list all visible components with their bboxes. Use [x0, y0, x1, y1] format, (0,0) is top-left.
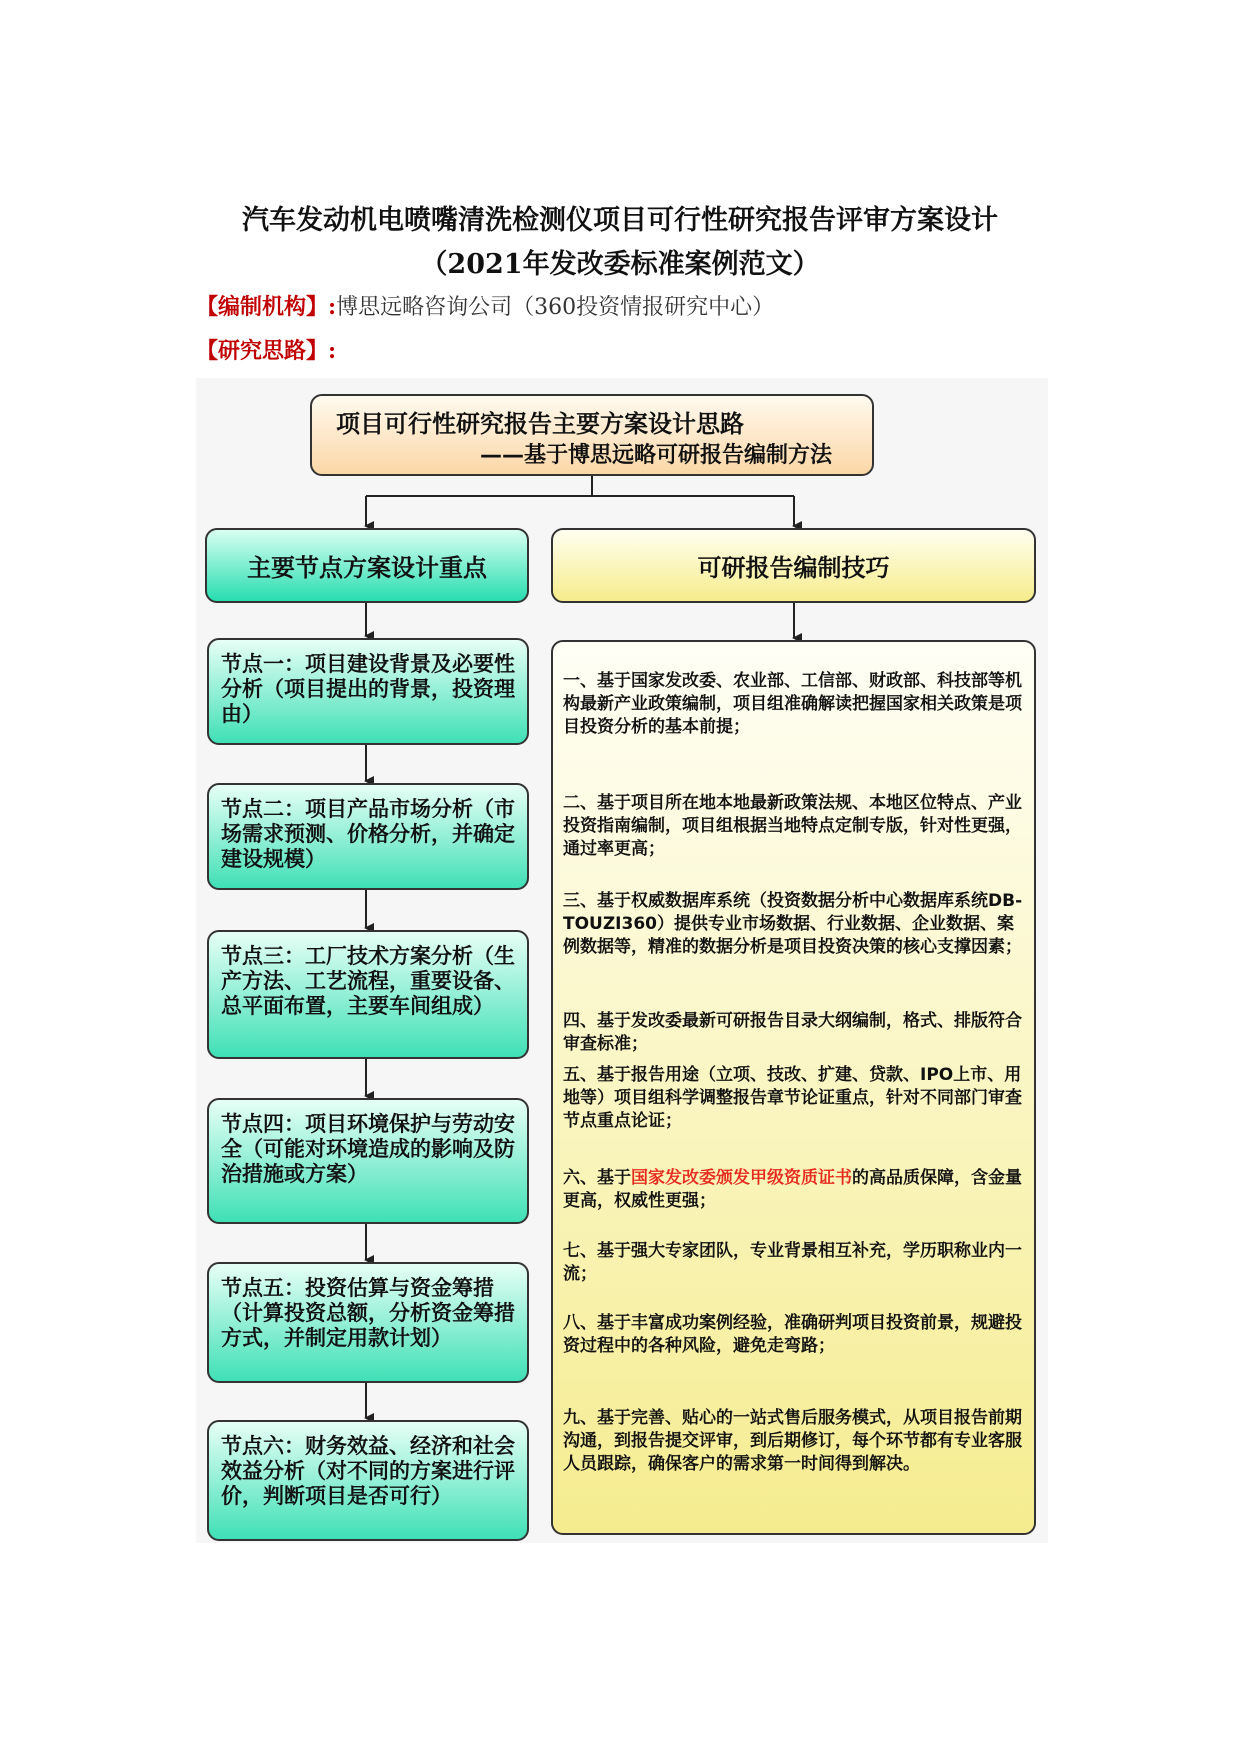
- left-header: 主要节点方案设计重点: [205, 528, 529, 603]
- tip-5: 五、基于报告用途（立项、技改、扩建、贷款、IPO上市、用地等）项目组科学调整报告章节论证重点，针对不同部门审查节点重点论证；: [563, 1065, 1022, 1131]
- tip-6-suffix: 的高品质保障，含金量更高，权威性更强；: [563, 1168, 1022, 1211]
- node-4: 节点四：项目环境保护与劳动安全（可能对环境造成的影响及防治措施或方案）: [207, 1098, 529, 1224]
- tip-6-highlight: 国家发改委颁发甲级资质证书: [631, 1168, 852, 1188]
- tip-1: 一、基于国家发改委、农业部、工信部、财政部、科技部等机构最新产业政策编制，项目组准确解读把握国家相关政策是项目投资分析的基本前提；: [563, 671, 1022, 737]
- right-header: 可研报告编制技巧: [551, 528, 1036, 603]
- org-line: [196, 290, 774, 321]
- top-title-box: [310, 394, 874, 476]
- tips-box: [551, 640, 1036, 1535]
- idea-line: [196, 334, 336, 365]
- node-6: 节点六：财务效益、经济和社会效益分析（对不同的方案进行评价，判断项目是否可行）: [207, 1420, 529, 1541]
- top-title-line2: ——基于博思远略可研报告编制方法: [480, 443, 833, 468]
- tip-3: 三、基于权威数据库系统（投资数据分析中心数据库系统DB-TOUZI360）提供专业市场数据、行业数据、企业数据、案例数据等，精准的数据分析是项目投资决策的核心支撑因素；: [563, 891, 1023, 957]
- node-5: 节点五：投资估算与资金筹措（计算投资总额，分析资金筹措方式，并制定用款计划）: [207, 1262, 529, 1383]
- org-value: 博思远略咨询公司（360投资情报研究中心）: [336, 295, 775, 320]
- node-2: 节点二：项目产品市场分析（市场需求预测、价格分析，并确定建设规模）: [207, 783, 529, 890]
- top-title-line1: 项目可行性研究报告主要方案设计思路: [336, 410, 744, 438]
- doc-title-line2: （2021年发改委标准案例范文）: [420, 249, 820, 280]
- tip-6-prefix: 六、基于: [563, 1168, 631, 1188]
- org-label: 【编制机构】:: [196, 294, 337, 320]
- idea-label: 【研究思路】:: [196, 338, 337, 364]
- flowchart: [196, 378, 1048, 1543]
- tip-9: 九、基于完善、贴心的一站式售后服务模式，从项目报告前期沟通，到报告提交评审，到后期修订，每个环节都有专业客服人员跟踪，确保客户的需求第一时间得到解决。: [563, 1408, 1022, 1474]
- tip-4: 四、基于发改委最新可研报告目录大纲编制，格式、排版符合审查标准；: [563, 1011, 1022, 1054]
- node-1: 节点一：项目建设背景及必要性分析（项目提出的背景，投资理由）: [207, 638, 529, 745]
- tip-6: [563, 1167, 1029, 1213]
- node-3: 节点三：工厂技术方案分析（生产方法、工艺流程，重要设备、总平面布置，主要车间组成）: [207, 930, 529, 1059]
- doc-title-line1: 汽车发动机电喷嘴清洗检测仪项目可行性研究报告评审方案设计: [242, 205, 998, 236]
- tip-7: 七、基于强大专家团队，专业背景相互补充，学历职称业内一流；: [563, 1241, 1022, 1284]
- tip-2: 二、基于项目所在地本地最新政策法规、本地区位特点、产业投资指南编制，项目组根据当地特点定制专版，针对性更强，通过率更高；: [563, 793, 1022, 859]
- tip-8: 八、基于丰富成功案例经验，准确研判项目投资前景，规避投资过程中的各种风险，避免走弯路；: [563, 1313, 1022, 1356]
